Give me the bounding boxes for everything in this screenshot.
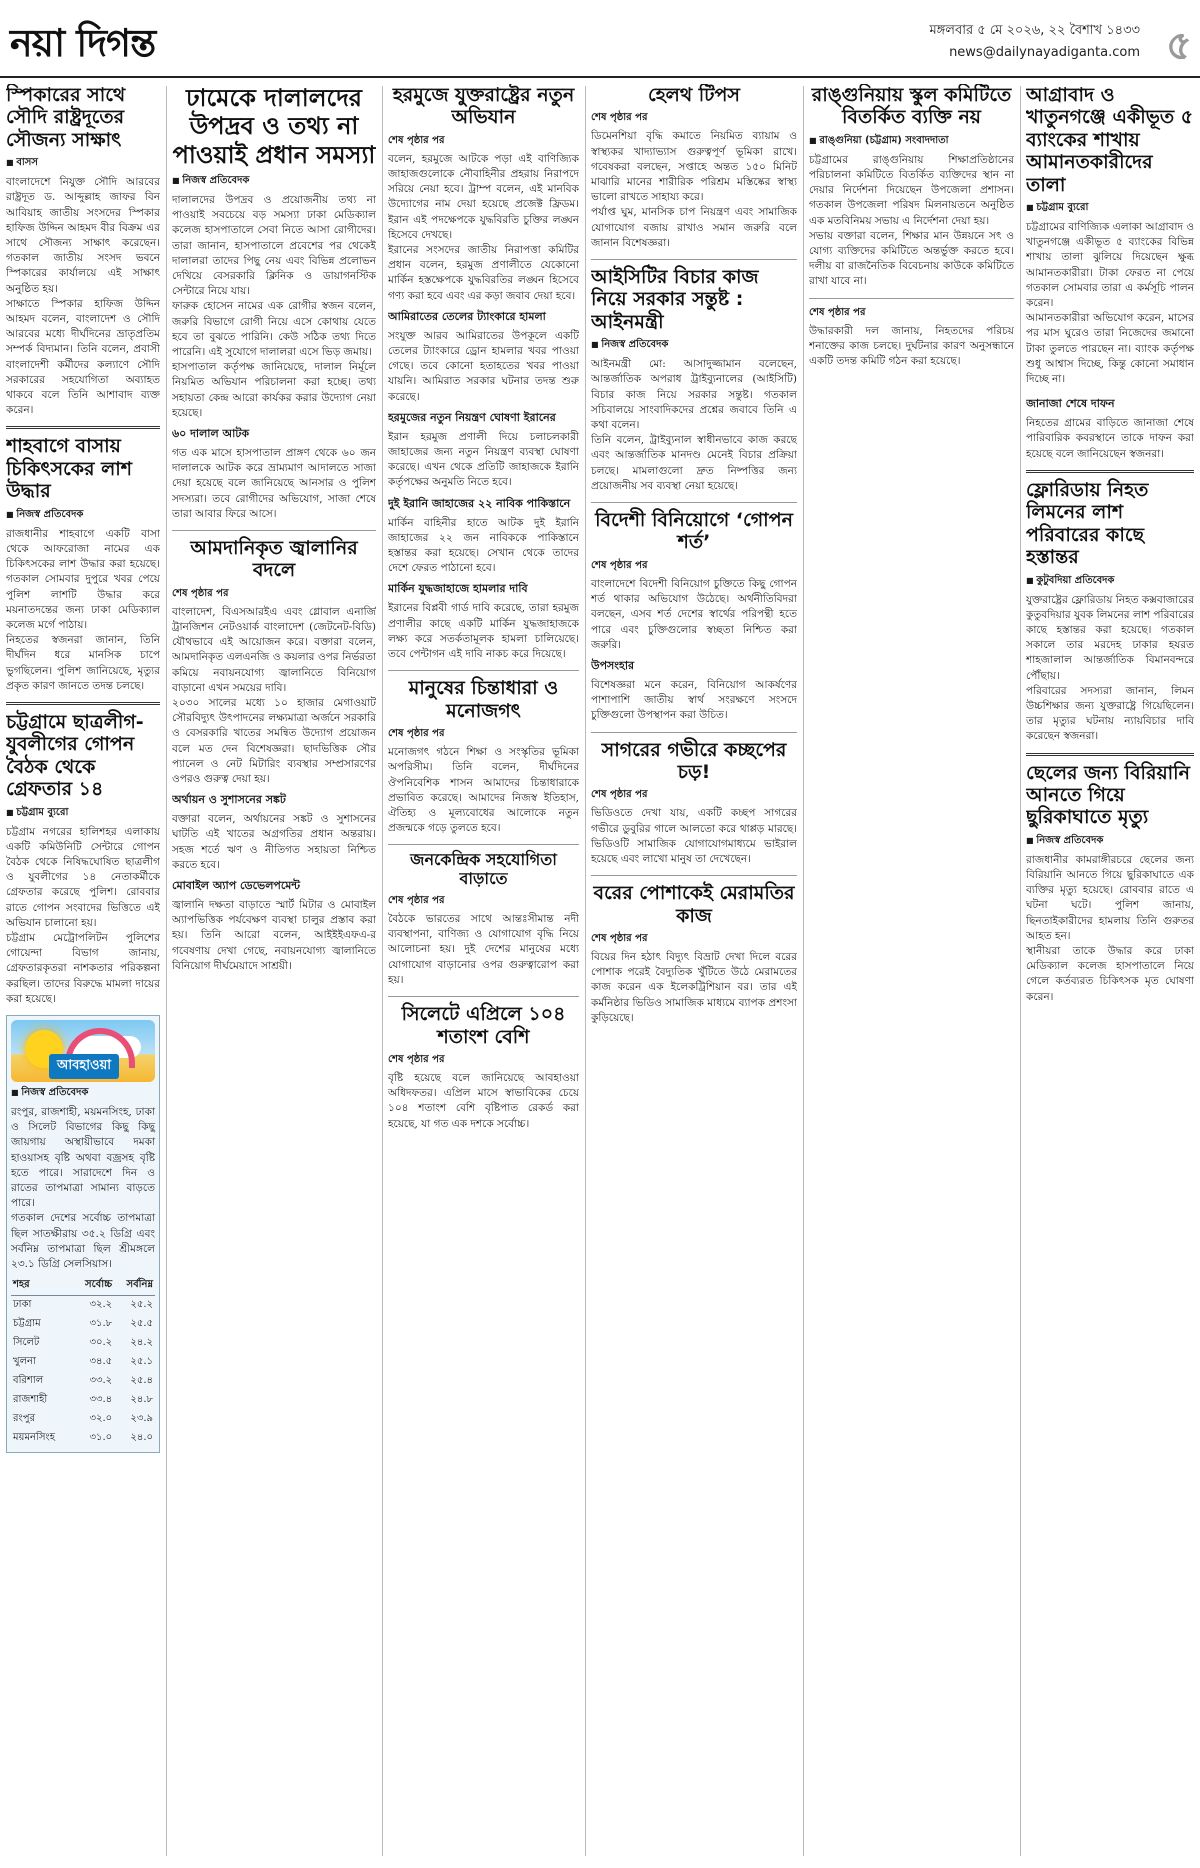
table-row bbox=[11, 1372, 155, 1391]
weather-box bbox=[6, 1015, 160, 1453]
continued-label: শেষ পৃষ্ঠার পর bbox=[388, 1053, 445, 1065]
headline[interactable]: বিদেশী বিনিয়োগে ‘গোপন শর্ত’ bbox=[595, 509, 793, 554]
subheading: জানাজা শেষে দাফন bbox=[1026, 397, 1115, 411]
continued-label: শেষ পৃষ্ঠার পর bbox=[591, 789, 648, 801]
divider bbox=[6, 702, 160, 705]
min-temp: ২৫.১ bbox=[130, 1356, 153, 1368]
headline[interactable]: আইসিটির বিচার কাজ নিয়ে সরকার সন্তুষ্ট : আইনমন্ত্রী bbox=[591, 266, 759, 333]
subheading: অর্থায়ন ও সুশাসনের সঙ্কট bbox=[172, 793, 286, 807]
story-ict-trial[interactable] bbox=[591, 266, 797, 494]
story-body: ইরান হরমুজ প্রণালী দিয়ে চলাচলকারী জাহাজের জন্য নতুন নিয়ন্ত্রণ ব্যবস্থা ঘোষণা করেছে। এখন থেকে প্রতিটি জাহাজকে ইরানি কর্তৃপক্ষের অনুমতি নিতে হবে। bbox=[388, 430, 579, 489]
city: খুলনা bbox=[13, 1356, 36, 1368]
story-body: ফারুক হোসেন নামের এক রোগীর স্বজন বলেন, জরুরি বিভাগে রোগী নিয়ে এসে কোথায় যেতে হবে তা বুঝতে পারিনি। কেউ সঠিক তথ্য দিতে পারেনি। এই সুযোগে দালালরা এসে ভিড় জমায়। bbox=[172, 300, 376, 358]
subheading: ৬০ দালাল আটক bbox=[172, 426, 250, 440]
column-4 bbox=[591, 84, 797, 1859]
headline[interactable]: রাঙ্গুনিয়ায় স্কুল কমিটিতে বিতর্কিত ব্যক্তি নয় bbox=[811, 84, 1012, 129]
headline[interactable]: বরের পোশাকেই মেরামতির কাজ bbox=[593, 882, 795, 927]
column-1 bbox=[6, 84, 160, 1859]
divider bbox=[1026, 753, 1194, 756]
continued-label: শেষ পৃষ্ঠার পর bbox=[172, 587, 229, 599]
story-hormuz[interactable] bbox=[388, 84, 579, 662]
headline[interactable]: ছেলের জন্য বিরিয়ানি আনতে গিয়ে ছুরিকাঘাতে মৃত্যু bbox=[1026, 761, 1190, 829]
divider bbox=[6, 426, 160, 429]
story-body: ভিডিওতে দেখা যায়, একটি কচ্ছপ সাগরের গভীরে ডুবুরির গালে আলতো করে থাপ্পড় মারছে। ভিডিওটি সামাজিক যোগাযোগমাধ্যমে ভাইরাল হয়েছে এবং লাখো মানুষ তা দেখেছেন। bbox=[591, 807, 797, 865]
max-temp: ৩১.৮ bbox=[89, 1318, 113, 1330]
min-temp: ২৪.০ bbox=[130, 1432, 153, 1444]
subheading: দুই ইরানি জাহাজের ২২ নাবিক পাকিস্তানে bbox=[388, 496, 571, 510]
min-temp: ২৪.৮ bbox=[130, 1394, 153, 1406]
story-body: নিহতের স্বজনরা জানান, তিনি দীর্ঘদিন ধরে মানসিক চাপে ভুগছিলেন। পুলিশ জানিয়েছে, মৃত্যুর প্রকৃত কারণ জানতে তদন্ত চলছে। bbox=[6, 634, 160, 692]
byline: ■ কুটুবদিয়া প্রতিবেদক bbox=[1026, 573, 1194, 590]
max-temp: ৩১.০ bbox=[89, 1432, 113, 1444]
story-body: চট্টগ্রাম নগরের হালিশহর এলাকায় একটি কমিউনিটি সেন্টারে গোপন বৈঠক থেকে নিষিদ্ধঘোষিত ছাত্রলীগ ও যুবলীগের ১৪ নেতাকর্মীকে গ্রেফতার করেছে পুলিশ। রোববার রাতে গোপন সংবাদের ভিত্তিতে এই অভিযান চালানো হয়। bbox=[6, 825, 160, 929]
city: ঢাকা bbox=[13, 1299, 32, 1311]
subheading: মার্কিন যুদ্ধজাহাজে হামলার দাবি bbox=[388, 582, 528, 596]
divider bbox=[1026, 470, 1194, 473]
divider bbox=[591, 259, 797, 260]
story-continued[interactable] bbox=[809, 305, 1014, 370]
column-header: শহর bbox=[11, 1276, 73, 1296]
contact-email[interactable]: news@dailynayadiganta.com bbox=[949, 45, 1140, 60]
max-temp: ৩৪.৫ bbox=[89, 1356, 113, 1368]
city: রাজশাহী bbox=[13, 1394, 48, 1406]
story-body: রাজধানীর শাহবাগে একটি বাসা থেকে আফরোজা নামের এক চিকিৎসকের লাশ উদ্ধার করা হয়েছে। গতকাল সোমবার দুপুরে খবর পেয়ে পুলিশ লাশটি উদ্ধার করে ময়নাতদন্তের জন্য ঢাকা মেডিক্যাল কলেজ মর্গে পাঠায়। bbox=[6, 527, 160, 631]
story-body: হাসপাতাল কর্তৃপক্ষ জানিয়েছে, দালাল নির্মূলে নিয়মিত অভিযান পরিচালনা করা হচ্ছে। তথ্য সহায়তা কেন্দ্র আরো কার্যকর করার উদ্যোগ নেয়া হয়েছে। bbox=[172, 361, 376, 419]
story-body: সাক্ষাতে স্পিকার হাফিজ উদ্দিন আহমদ বলেন, বাংলাদেশ ও সৌদি আরবের মধ্যে দীর্ঘদিনের ভ্রাতৃপ্রতিম সম্পর্ক বিদ্যমান। তিনি বলেন, প্রবাসী বাংলাদেশী কর্মীদের কল্যাণে সৌদি সরকারের সহযোগিতা অব্যাহত থাকবে বলে তিনি আশাবাদ ব্যক্ত করেন। bbox=[6, 297, 160, 417]
subheading: উপসংহার bbox=[591, 658, 635, 672]
column-divider bbox=[585, 86, 586, 1856]
divider bbox=[591, 875, 797, 876]
story-foreign-investment[interactable] bbox=[591, 509, 797, 723]
headline[interactable]: আগ্রাবাদ ও খাতুনগঞ্জে একীভূত ৫ ব্যাংকের শাখায় আমানতকারীদের তালা bbox=[1026, 84, 1194, 196]
page-number: ৫ bbox=[1166, 23, 1192, 69]
story-body: বিশেষজ্ঞরা মনে করেন, বিনিয়োগ আকর্ষণের পাশাপাশি জাতীয় স্বার্থ সংরক্ষণে সংসদে চুক্তিগুলো উপস্থাপন করা উচিত। bbox=[591, 678, 797, 722]
column-6 bbox=[1026, 84, 1194, 1859]
story-body: জ্বালানি দক্ষতা বাড়াতে স্মার্ট মিটার ও মোবাইল অ্যাপভিত্তিক পর্যবেক্ষণ ব্যবস্থা চালুর প্রস্তাব করা হয়। তিনি আরো বলেন, আইইইএফএ-র গবেষণায় দেখা গেছে, নবায়নযোগ্য জ্বালানিতে বিনিয়োগ দীর্ঘমেয়াদে সাশ্রয়ী। bbox=[172, 899, 376, 972]
headline[interactable]: চট্টগ্রামে ছাত্রলীগ-যুবলীগের গোপন বৈঠক থেকে গ্রেফতার ১৪ bbox=[6, 710, 144, 801]
temperature-table bbox=[11, 1276, 155, 1448]
story-body: ২০৩০ সালের মধ্যে ১০ হাজার মেগাওয়াট সৌরবিদ্যুৎ উৎপাদনের লক্ষ্যমাত্রা অর্জনে সরকারি ও বেসরকারি খাতের সমন্বিত উদ্যোগ প্রয়োজন বলে মত দেন বিশেষজ্ঞরা। ছাদভিত্তিক সৌর প্যানেল ও নেট মিটারিং ব্যবস্থার সম্প্রসারণের ওপরও গুরুত্ব দেয়া হয়। bbox=[172, 697, 376, 786]
headline[interactable]: মানুষের চিন্তাধারা ও মনোজগৎ bbox=[408, 677, 559, 722]
table-row bbox=[11, 1334, 155, 1353]
story-body: মনোজগৎ গঠনে শিক্ষা ও সংস্কৃতির ভূমিকা অপরিসীম। তিনি বলেন, দীর্ঘদিনের ঔপনিবেশিক শাসন আমাদের চিন্তাধারাকে প্রভাবিত করেছে। আমাদের নিজস্ব ইতিহাস, ঐতিহ্য ও মূল্যবোধের আলোকে নতুন প্রজন্মকে গড়ে তুলতে হবে। bbox=[388, 746, 579, 835]
continued-label: শেষ পৃষ্ঠার পর bbox=[809, 306, 866, 318]
newspaper-logo[interactable]: নয়া দিগন্ত bbox=[10, 21, 156, 65]
story-body: চট্টগ্রামের বাণিজ্যিক এলাকা আগ্রাবাদ ও খাতুনগঞ্জে একীভূত ৫ ব্যাংকের বিভিন্ন শাখায় তালা ঝুলিয়ে দিয়েছেন ক্ষুব্ধ আমানতকারীরা। টাকা ফেরত না পেয়ে গতকাল সোমবার তারা এ কর্মসূচি পালন করেন। bbox=[1026, 221, 1194, 310]
story-body: যুক্তরাষ্ট্রের ফ্লোরিডায় নিহত কক্সবাজারের কুতুবদিয়ার যুবক লিমনের লাশ পরিবারের কাছে হস্তান্তর করা হয়েছে। গতকাল সকালে তার মরদেহ ঢাকার হযরত শাহজালাল আন্তর্জাতিক বিমানবন্দরে পৌঁছায়। bbox=[1026, 593, 1194, 682]
byline: ■ নিজস্ব প্রতিবেদক bbox=[591, 337, 797, 354]
byline: ■ নিজস্ব প্রতিবেদক bbox=[11, 1085, 155, 1102]
city: বরিশাল bbox=[13, 1375, 44, 1387]
story-body: বৃষ্টি হয়েছে বলে জানিয়েছে আবহাওয়া অধিদফতর। এপ্রিল মাসে স্বাভাবিকের চেয়ে ১০৪ শতাংশ বেশি বৃষ্টিপাত রেকর্ড করা হয়েছে, যা গত এক দশকে সর্বোচ্চ। bbox=[388, 1071, 579, 1130]
story-body: বাংলাদেশে বিদেশী বিনিয়োগ চুক্তিতে কিছু গোপন শর্ত থাকার অভিযোগ উঠেছে। অর্থনীতিবিদরা বলছেন, এসব শর্ত দেশের স্বার্থের পরিপন্থী হতে পারে এবং চুক্তিগুলোর স্বচ্ছতা নিশ্চিত করা জরুরি। bbox=[591, 577, 797, 651]
continued-label: শেষ পৃষ্ঠার পর bbox=[591, 932, 648, 944]
byline: ■ নিজস্ব প্রতিবেদক bbox=[172, 173, 376, 190]
byline: ■ চট্টগ্রাম ব্যুরো bbox=[6, 805, 160, 822]
min-temp: ২৩.৯ bbox=[130, 1413, 153, 1425]
column-header: সর্বনিম্ন bbox=[114, 1276, 155, 1296]
min-temp: ২৫.৪ bbox=[130, 1375, 153, 1387]
story-biryani-stabbing[interactable] bbox=[1026, 762, 1194, 1005]
story-bank-depositors[interactable] bbox=[1026, 84, 1194, 387]
story-body: মার্কিন বাহিনীর হাতে আটক দুই ইরানি জাহাজের ২২ জন নাবিককে পাকিস্তানে হস্তান্তর করা হয়েছে। সেখান থেকে তাদের দেশে ফেরত পাঠানো হবে। bbox=[388, 516, 579, 575]
story-rangunia-school[interactable] bbox=[809, 84, 1014, 290]
story-body: দালালদের উপদ্রব ও প্রয়োজনীয় তথ্য না পাওয়াই সবচেয়ে বড় সমস্যা ঢাকা মেডিক্যাল কলেজ হাসপাতালে সেবা নিতে আসা রোগীদের। তারা জানান, হাসপাতালে প্রবেশের পর থেকেই দালালরা তাদের পিছু নেয় এবং বিভিন্ন প্রলোভন দেখিয়ে বেসরকারি ক্লিনিক ও ডায়াগনস্টিক সেন্টারে নিয়ে যায়। bbox=[172, 193, 376, 298]
headline[interactable]: ঢামেকে দালালদের উপদ্রব ও তথ্য না পাওয়াই প্রধান সমস্যা bbox=[172, 84, 376, 169]
story-health-tips[interactable] bbox=[591, 84, 797, 251]
continued-label: শেষ পৃষ্ঠার পর bbox=[591, 559, 648, 571]
min-temp: ২৫.৫ bbox=[130, 1318, 153, 1330]
story-body: সভায় বক্তারা বলেন, শিক্ষার মান উন্নয়নে সৎ ও যোগ্য ব্যক্তিদের কমিটিতে অন্তর্ভুক্ত করতে হবে। দলীয় বা রাজনৈতিক বিবেচনায় কাউকে কমিটিতে রাখা যাবে না। bbox=[809, 229, 1014, 288]
story-turtle[interactable] bbox=[591, 739, 797, 868]
story-body: আমানতকারীরা অভিযোগ করেন, মাসের পর মাস ঘুরেও তারা নিজেদের জমানো টাকা তুলতে পারছেন না। ব্যাংক কর্তৃপক্ষ শুধু আশ্বাস দিচ্ছে, কিন্তু কোনো সমাধান দিচ্ছে না। bbox=[1026, 312, 1194, 386]
story-body: নিহতের গ্রামের বাড়িতে জানাজা শেষে পারিবারিক কবরস্থানে তাকে দাফন করা হয়েছে বলে জানিয়েছেন স্বজনরা। bbox=[1026, 417, 1194, 460]
divider bbox=[172, 530, 376, 531]
story-shahbag-doctor[interactable] bbox=[6, 435, 160, 693]
story-body: বলেন, হরমুজে আটকে পড়া এই বাণিজ্যিক জাহাজগুলোকে নৌবাহিনীর প্রহরায় নিরাপদে সরিয়ে নেয়া হবে। ট্রাম্প বলেন, এই মানবিক উদ্যোগের নাম দেয়া হয়েছে প্রজেক্ট ফ্রিডম। ইরান এই পদক্ষেপকে যুদ্ধবিরতি চুক্তির লঙ্ঘন হিসেবে দেখছে। bbox=[388, 152, 579, 241]
continued-label: শেষ পৃষ্ঠার পর bbox=[388, 895, 445, 907]
issue-date: মঙ্গলবার ৫ মে ২০২৬, ২২ বৈশাখ ১৪৩৩ bbox=[929, 23, 1140, 38]
weather-title: আবহাওয়া bbox=[49, 1054, 119, 1079]
divider bbox=[388, 670, 579, 671]
max-temp: ৩৩.৪ bbox=[89, 1394, 113, 1406]
column-3 bbox=[388, 84, 579, 1859]
story-saudi-ambassador[interactable] bbox=[6, 84, 160, 418]
table-row bbox=[11, 1296, 155, 1316]
table-row bbox=[11, 1429, 155, 1448]
table-row bbox=[11, 1391, 155, 1410]
story-body: বাংলাদেশে নিযুক্ত সৌদি আরবের রাষ্ট্রদূত ড. আব্দুল্লাহ জাফর বিন আবিয়াহ জাতীয় সংসদের স্পিকার হাফিজ উদ্দিন আহমদ বীর বিক্রম এর সাথে সৌজন্য সাক্ষাৎ করেছেন। গতকাল জাতীয় সংসদ ভবনে স্পিকারের কার্যালয়ে এই সাক্ষাৎ অনুষ্ঠিত হয়। bbox=[6, 176, 160, 295]
headline[interactable]: স্পিকারের সাথে সৌদি রাষ্ট্রদূতের সৌজন্য সাক্ষাৎ bbox=[6, 84, 126, 151]
column-divider bbox=[1020, 86, 1021, 1856]
city: চট্টগ্রাম bbox=[13, 1318, 41, 1330]
min-temp: ২৪.২ bbox=[130, 1337, 153, 1349]
story-body: পরিবারের সদস্যরা জানান, লিমন উচ্চশিক্ষার জন্য যুক্তরাষ্ট্রে গিয়েছিলেন। তার মৃত্যুর ঘটনায় ন্যায়বিচার দাবি করেছেন স্বজনরা। bbox=[1026, 684, 1194, 743]
table-row bbox=[11, 1353, 155, 1372]
max-temp: ৩২.০ bbox=[89, 1413, 113, 1425]
min-temp: ২৫.২ bbox=[130, 1299, 153, 1311]
story-body: বাংলাদেশ, বিএসআরইএ এবং গ্লোবাল এনার্জি ট্রানজিশন নেটওয়ার্ক বাংলাদেশ (জেটনেট-বিডি) যৌথভাবে এই আয়োজন করে। বক্তারা বলেন, আমদানিকৃত এলএনজি ও কয়লার ওপর নির্ভরতা কমিয়ে নবায়নযোগ্য জ্বালানিতে বিনিয়োগ বাড়ানো এখন সময়ের দাবি। bbox=[172, 605, 376, 694]
story-sylhet-rain[interactable] bbox=[388, 1003, 579, 1132]
byline: ■ নিজস্ব প্রতিবেদক bbox=[1026, 833, 1194, 850]
story-florida-limon[interactable] bbox=[1026, 479, 1194, 745]
byline: ■ চট্টগ্রাম ব্যুরো bbox=[1026, 200, 1194, 217]
story-body: বিয়ের দিন হঠাৎ বিদ্যুৎ বিভ্রাট দেখা দিলে বরের পোশাক পরেই বৈদ্যুতিক খুঁটিতে উঠে মেরামতের কাজ করেন এক ইলেকট্রিশিয়ান বর। তার এই কর্মনিষ্ঠার ভিডিও সামাজিক মাধ্যমে ব্যাপক প্রশংসা কুড়িয়েছে। bbox=[591, 950, 797, 1024]
divider bbox=[388, 996, 579, 997]
weather-forecast: রংপুর, রাজশাহী, ময়মনসিংহ, ঢাকা ও সিলেট বিভাগের কিছু কিছু জায়গায় অস্থায়ীভাবে দমকা হাওয়াসহ বৃষ্টি অথবা বজ্রসহ বৃষ্টি হতে পারে। সারাদেশে দিন ও রাতের তাপমাত্রা সামান্য বাড়তে পারে। bbox=[11, 1105, 155, 1210]
subheading: মোবাইল অ্যাপ ডেভেলপমেন্ট bbox=[172, 879, 301, 893]
headline[interactable]: শাহবাগে বাসায় চিকিৎসকের লাশ উদ্ধার bbox=[6, 435, 133, 503]
city: ময়মনসিংহ bbox=[13, 1432, 55, 1444]
byline: ■ রাঙ্গুনিয়া (চট্টগ্রাম) সংবাদদাতা bbox=[809, 133, 1014, 150]
story-body: ডিমেনশিয়া বৃদ্ধি কমাতে নিয়মিত ব্যায়াম ও স্বাস্থ্যকর খাদ্যাভ্যাস গুরুত্বপূর্ণ ভূমিকা রাখে। গবেষকরা বলছেন, সপ্তাহে অন্তত ১৫০ মিনিট মাঝারি মানের শারীরিক পরিশ্রম মস্তিষ্কের স্বাস্থ্য ভালো রাখতে সাহায্য করে। bbox=[591, 130, 797, 204]
column-divider bbox=[166, 86, 167, 1856]
subheading: হরমুজের নতুন নিয়ন্ত্রণ ঘোষণা ইরানের bbox=[388, 410, 556, 424]
column-2 bbox=[172, 84, 376, 1859]
story-body: চট্টগ্রাম মেট্রোপলিটন পুলিশের গোয়েন্দা বিভাগ জানায়, গ্রেফতারকৃতরা নাশকতার পরিকল্পনা করছিল। তাদের বিরুদ্ধে মামলা দায়ের করা হয়েছে। bbox=[6, 931, 160, 1005]
masthead bbox=[0, 0, 1200, 78]
story-body: সংযুক্ত আরব আমিরাতের উপকূলে একটি তেলের ট্যাংকারে ড্রোন হামলার খবর পাওয়া গেছে। তবে কোনো হতাহতের খবর পাওয়া যায়নি। আমিরাত সরকার ঘটনার তদন্ত শুরু করেছে। bbox=[388, 329, 579, 403]
story-imported-fuel[interactable] bbox=[172, 537, 376, 974]
story-body: ইরানের সংসদের জাতীয় নিরাপত্তা কমিটির প্রধান বলেন, হরমুজ প্রণালীতে যেকোনো মার্কিন হস্তক্ষেপকে যুদ্ধবিরতির লঙ্ঘন হিসেবে গণ্য করা হবে এবং এর কড়া জবাব দেয়া হবে। bbox=[388, 244, 579, 302]
headline[interactable]: ফ্লোরিডায় নিহত লিমনের লাশ পরিবারের কাছে হস্তান্তর bbox=[1026, 478, 1149, 569]
headline[interactable]: সাগরের গভীরে কচ্ছপের চড়! bbox=[601, 738, 787, 783]
max-temp: ৩০.২ bbox=[89, 1337, 113, 1349]
table-row bbox=[11, 1315, 155, 1334]
divider bbox=[388, 844, 579, 845]
story-cooperation[interactable] bbox=[388, 851, 579, 988]
divider bbox=[591, 732, 797, 733]
story-groom-repair[interactable] bbox=[591, 882, 797, 1026]
city: রংপুর bbox=[13, 1413, 36, 1425]
story-body: বক্তারা বলেন, অর্থায়নের সঙ্কট ও সুশাসনের ঘাটতি এই খাতের অগ্রগতির প্রধান অন্তরায়। সহজ শর্তে ঋণ ও নীতিগত সহায়তা নিশ্চিত করতে হবে। bbox=[172, 813, 376, 871]
headline[interactable]: হরমুজে যুক্তরাষ্ট্রের নতুন অভিযান bbox=[392, 84, 575, 129]
max-temp: ৩৩.২ bbox=[89, 1375, 113, 1387]
story-body: স্থানীয়রা তাকে উদ্ধার করে ঢাকা মেডিক্যাল কলেজ হাসপাতালে নিয়ে গেলে কর্তব্যরত চিকিৎসক মৃত ঘোষণা করেন। bbox=[1026, 944, 1194, 1003]
weather-forecast: গতকাল দেশের সর্বোচ্চ তাপমাত্রা ছিল সাতক্ষীরায় ৩৫.২ ডিগ্রি এবং সর্বনিম্ন তাপমাত্রা ছিল শ্রীমঙ্গলে ২৩.১ ডিগ্রি সেলসিয়াস। bbox=[11, 1212, 155, 1271]
continued-label: শেষ পৃষ্ঠার পর bbox=[388, 728, 445, 740]
story-mindset[interactable] bbox=[388, 677, 579, 836]
column-header: সর্বোচ্চ bbox=[73, 1276, 115, 1296]
continued-label: শেষ পৃষ্ঠার পর bbox=[591, 112, 648, 124]
column-divider bbox=[803, 86, 804, 1856]
story-body: তিনি বলেন, ট্রাইব্যুনাল স্বাধীনভাবে কাজ করছে এবং আন্তর্জাতিক মানদণ্ড মেনেই বিচার প্রক্রিয়া চলছে। মামলাগুলো দ্রুত নিষ্পত্তির জন্য প্রয়োজনীয় সব ব্যবস্থা নেয়া হয়েছে। bbox=[591, 434, 797, 492]
story-body: চট্টগ্রামের রাঙ্গুনিয়ায় শিক্ষাপ্রতিষ্ঠানের পরিচালনা কমিটিতে বিতর্কিত ব্যক্তিদের স্থান না দেয়ার নির্দেশনা দিয়েছেন উপজেলা প্রশাসন। গতকাল উপজেলা পরিষদ মিলনায়তনে অনুষ্ঠিত এক মতবিনিময় সভায় এ নির্দেশনা দেয়া হয়। bbox=[809, 153, 1014, 227]
column-5 bbox=[809, 84, 1014, 1859]
table-row bbox=[11, 1410, 155, 1429]
story-body: উদ্ধারকারী দল জানায়, নিহতদের পরিচয় শনাক্তের কাজ চলছে। দুর্ঘটনার কারণ অনুসন্ধানে একটি তদন্ত কমিটি গঠন করা হয়েছে। bbox=[809, 324, 1014, 368]
headline[interactable]: জনকেন্দ্রিক সহযোগিতা বাড়াতে bbox=[410, 850, 557, 889]
headline[interactable]: আমদানিকৃত জ্বালানির বদলে bbox=[190, 537, 358, 582]
story-chattogram-arrest[interactable] bbox=[6, 711, 160, 1007]
date-line bbox=[929, 20, 1140, 64]
weather-illustration bbox=[11, 1020, 155, 1082]
byline: ■ নিজস্ব প্রতিবেদক bbox=[6, 507, 160, 524]
story-body: ইরানের বিপ্লবী গার্ড দাবি করেছে, তারা হরমুজ প্রণালীর কাছে একটি মার্কিন যুদ্ধজাহাজকে লক্ষ্য করে সতর্কতামূলক হামলা চালিয়েছে। তবে পেন্টাগন এই দাবি নাকচ করে দিয়েছে। bbox=[388, 602, 579, 661]
story-body: বৈঠকে ভারতের সাথে আন্তঃসীমান্ত নদী ব্যবস্থাপনা, বাণিজ্য ও যোগাযোগ বৃদ্ধি নিয়ে আলোচনা হয়। দুই দেশের মানুষের মধ্যে যোগাযোগ বাড়ানোর ওপর গুরুত্বারোপ করা হয়। bbox=[388, 913, 579, 986]
story-body: রাজধানীর কামরাঙ্গীরচরে ছেলের জন্য বিরিয়ানি আনতে গিয়ে ছুরিকাঘাতে এক ব্যক্তির মৃত্যু হয়েছে। রোববার রাতে এ ঘটনা ঘটে। পুলিশ জানায়, ছিনতাইকারীদের হামলায় তিনি গুরুতর আহত হন। bbox=[1026, 853, 1194, 942]
story-body: পর্যাপ্ত ঘুম, মানসিক চাপ নিয়ন্ত্রণ এবং সামাজিক যোগাযোগ বজায় রাখাও সমান জরুরি বলে জানান বিশেষজ্ঞরা। bbox=[591, 206, 797, 249]
story-body: গত এক মাসে হাসপাতাল প্রাঙ্গণ থেকে ৬০ জন দালালকে আটক করে ভ্রাম্যমাণ আদালতে সাজা দেয়া হয়েছে বলে জানিয়েছে আনসার ও পুলিশ সদস্যরা। তবে রোগীদের অভিযোগ, সাজা শেষে তারা আবার ফিরে আসে। bbox=[172, 446, 376, 520]
divider bbox=[591, 502, 797, 503]
city: সিলেট bbox=[13, 1337, 40, 1349]
byline: ■ বাসস bbox=[6, 155, 160, 172]
continued-label: শেষ পৃষ্ঠার পর bbox=[388, 134, 445, 146]
subheading: আমিরাতের তেলের ট্যাংকারে হামলা bbox=[388, 309, 546, 323]
headline[interactable]: হেলথ টিপস bbox=[647, 84, 740, 106]
story-burial[interactable] bbox=[1026, 395, 1194, 462]
story-dmch-brokers[interactable] bbox=[172, 84, 376, 522]
max-temp: ৩২.২ bbox=[89, 1299, 113, 1311]
divider bbox=[809, 298, 1014, 299]
story-body: আইনমন্ত্রী মো: আসাদুজ্জামান বলেছেন, আন্তর্জাতিক অপরাধ ট্রাইব্যুনালের (আইসিটি) বিচার কাজ নিয়ে সরকার সন্তুষ্ট। গতকাল সচিবালয়ে সাংবাদিকদের প্রশ্নের জবাবে তিনি এ কথা বলেন। bbox=[591, 358, 797, 432]
headline[interactable]: সিলেটে এপ্রিলে ১০৪ শতাংশ বেশি bbox=[401, 1003, 566, 1048]
column-divider bbox=[382, 86, 383, 1856]
